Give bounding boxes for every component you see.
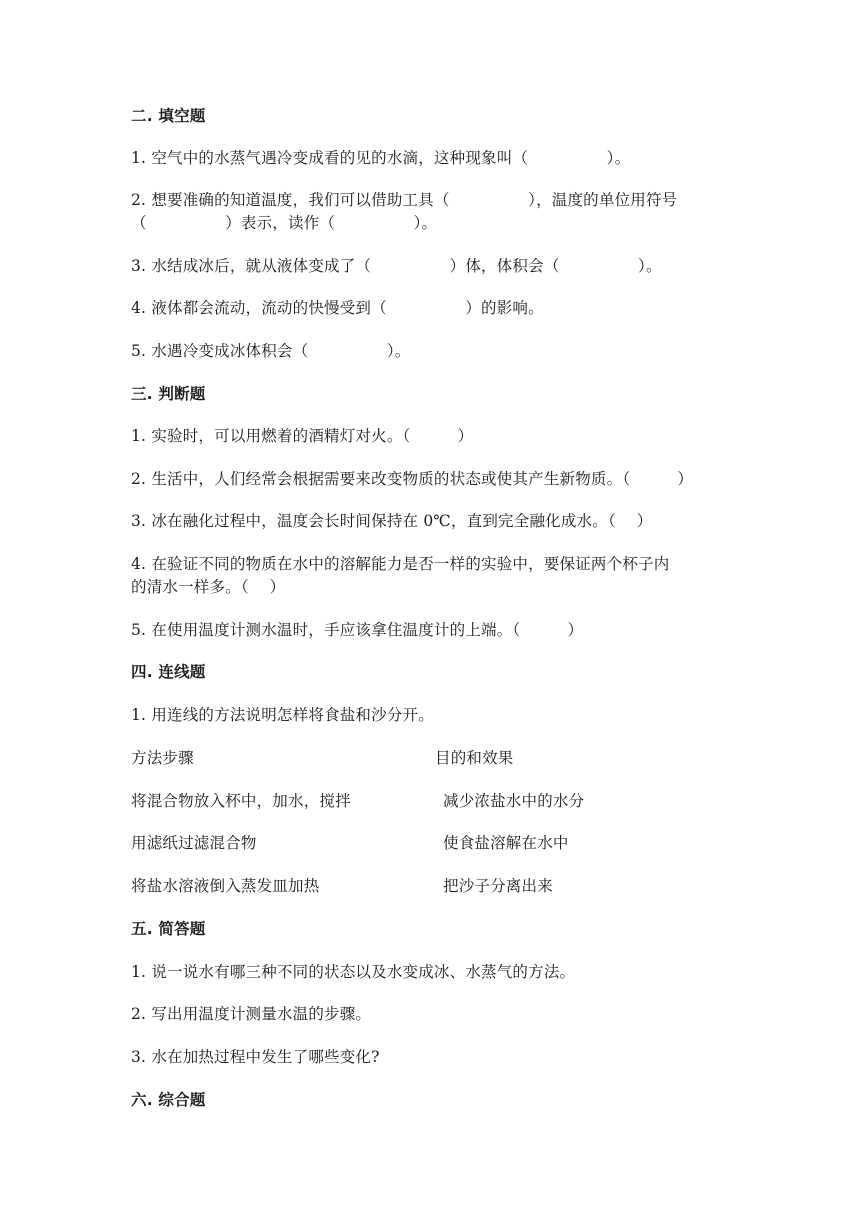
section-heading-fill-blank: 二. 填空题 [131, 107, 206, 125]
question-text: 5. 在使用温度计测水温时，手应该拿住温度计的上端。（ ） [131, 621, 584, 639]
question-text: 4. 液体都会流动，流动的快慢受到（ ）的影响。 [131, 299, 544, 317]
question-text: 1. 空气中的水蒸气遇冷变成看的见的水滴，这种现象叫（ ）。 [131, 149, 631, 167]
question-text: 1. 说一说水有哪三种不同的状态以及水变成冰、水蒸气的方法。 [131, 963, 576, 981]
question-text: 3. 水在加热过程中发生了哪些变化? [131, 1048, 380, 1066]
question-text: 2. 写出用温度计测量水温的步骤。 [131, 1005, 372, 1023]
section-heading-matching: 四. 连线题 [131, 663, 206, 681]
question-text: 3. 冰在融化过程中，温度会长时间保持在 0℃，直到完全融化成水。（ ） [131, 512, 653, 530]
matching-right-item: 把沙子分离出来 [443, 877, 553, 895]
matching-left-item: 用滤纸过滤混合物 [131, 834, 257, 852]
question-text: 2. 生活中，人们经常会根据需要来改变物质的状态或使其产生新物质。（ ） [131, 470, 694, 488]
matching-left-item: 将混合物放入杯中，加水，搅拌 [131, 792, 351, 810]
question-text: 5. 水遇冷变成冰体积会（ ）。 [131, 342, 411, 360]
question-text: 1. 实验时，可以用燃着的酒精灯对火。（ ） [131, 427, 474, 445]
matching-left-header: 方法步骤 [131, 749, 194, 767]
matching-right-item: 减少浓盐水中的水分 [443, 792, 585, 810]
section-heading-true-false: 三. 判断题 [131, 385, 206, 403]
question-text: 2. 想要准确的知道温度，我们可以借助工具（ ），温度的单位用符号 [131, 191, 678, 209]
section-heading-short-answer: 五. 简答题 [131, 920, 206, 938]
matching-left-item: 将盐水溶液倒入蒸发皿加热 [131, 877, 320, 895]
question-text: （ ）表示，读作（ ）。 [131, 214, 438, 232]
question-text: 1. 用连线的方法说明怎样将食盐和沙分开。 [131, 706, 434, 724]
question-text: 3. 水结成冰后，就从液体变成了（ ）体，体积会（ ）。 [131, 257, 662, 275]
section-heading-comprehensive: 六. 综合题 [131, 1091, 206, 1109]
question-text: 的清水一样多。（ ） [131, 578, 286, 596]
matching-right-header: 目的和效果 [435, 749, 514, 767]
question-text: 4. 在验证不同的物质在水中的溶解能力是否一样的实验中，要保证两个杯子内 [131, 555, 670, 573]
matching-right-item: 使食盐溶解在水中 [443, 834, 569, 852]
